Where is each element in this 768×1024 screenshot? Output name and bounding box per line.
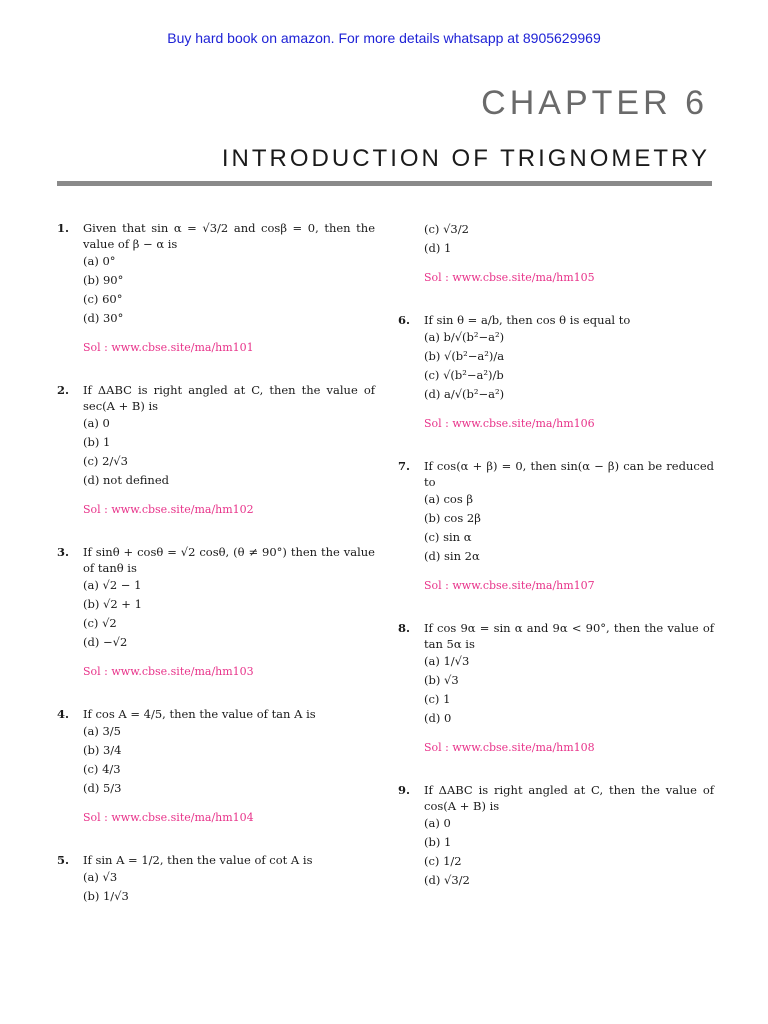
solution-link[interactable]: Sol : www.cbse.site/ma/hm105 — [424, 271, 595, 284]
answer-option[interactable]: (d) 1 — [424, 241, 452, 255]
question-number: 5. — [57, 853, 70, 867]
answer-option[interactable]: (d) 0 — [424, 711, 452, 725]
answer-option[interactable]: (a) 1/√3 — [424, 654, 470, 668]
answer-option[interactable]: (c) √(b²−a²)/b — [424, 368, 504, 382]
question-item — [57, 706, 375, 826]
option-list — [424, 220, 714, 258]
answer-option[interactable]: (b) 90° — [83, 273, 124, 287]
question-text: If ΔABC is right angled at C, then the value of cos(A + B) is — [424, 783, 714, 813]
question-item — [398, 458, 714, 594]
option-list — [83, 722, 375, 798]
answer-option[interactable]: (c) 4/3 — [83, 762, 121, 776]
option-list — [424, 328, 714, 404]
question-item — [398, 312, 714, 432]
question-item — [398, 620, 714, 756]
answer-option[interactable]: (a) cos β — [424, 492, 474, 506]
answer-option[interactable]: (b) √(b²−a²)/a — [424, 349, 505, 363]
title-divider — [57, 181, 712, 186]
answer-option[interactable]: (d) 5/3 — [83, 781, 122, 795]
answer-option[interactable]: (d) a/√(b²−a²) — [424, 387, 505, 401]
question-number: 7. — [398, 459, 411, 473]
answer-option[interactable]: (a) 3/5 — [83, 724, 121, 738]
answer-option[interactable]: (d) √3/2 — [424, 873, 470, 887]
promo-banner[interactable]: Buy hard book on amazon. For more details whatsapp at 8905629969 — [167, 30, 601, 46]
answer-option[interactable]: (b) √3 — [424, 673, 459, 687]
answer-option[interactable]: (b) 1 — [424, 835, 452, 849]
answer-option[interactable]: (d) −√2 — [83, 635, 128, 649]
option-list — [83, 252, 375, 328]
option-list — [424, 652, 714, 728]
question-number: 3. — [57, 545, 70, 559]
solution-link[interactable]: Sol : www.cbse.site/ma/hm102 — [83, 503, 254, 516]
question-number: 8. — [398, 621, 411, 635]
solution-link[interactable]: Sol : www.cbse.site/ma/hm101 — [83, 341, 254, 354]
answer-option[interactable]: (b) 3/4 — [83, 743, 122, 757]
left-column — [57, 220, 375, 932]
question-item — [57, 852, 375, 906]
option-list — [83, 414, 375, 490]
question-item — [57, 544, 375, 680]
question-number: 1. — [57, 221, 70, 235]
question-number: 6. — [398, 313, 411, 327]
question-text: If cos 9α = sin α and 9α < 90°, then the value of tan 5α is — [424, 621, 714, 651]
answer-option[interactable]: (d) 30° — [83, 311, 124, 325]
solution-link[interactable]: Sol : www.cbse.site/ma/hm108 — [424, 741, 595, 754]
question-text: If cos A = 4/5, then the value of tan A is — [83, 707, 316, 721]
question-text: If ΔABC is right angled at C, then the value of sec(A + B) is — [83, 383, 375, 413]
answer-option[interactable]: (b) cos 2β — [424, 511, 481, 525]
question-item — [398, 220, 714, 286]
answer-option[interactable]: (c) 1/2 — [424, 854, 462, 868]
answer-option[interactable]: (c) 60° — [83, 292, 123, 306]
answer-option[interactable]: (a) 0 — [424, 816, 451, 830]
answer-option[interactable]: (a) √3 — [83, 870, 118, 884]
page-title: INTRODUCTION OF TRIGNOMETRY — [221, 145, 710, 172]
solution-link[interactable]: Sol : www.cbse.site/ma/hm106 — [424, 417, 595, 430]
question-item — [57, 220, 375, 356]
answer-option[interactable]: (a) b/√(b²−a²) — [424, 330, 505, 344]
answer-option[interactable]: (c) √3/2 — [424, 222, 469, 236]
question-text: If sinθ + cosθ = √2 cosθ, (θ ≠ 90°) then the value of tanθ is — [83, 545, 375, 575]
solution-link[interactable]: Sol : www.cbse.site/ma/hm103 — [83, 665, 254, 678]
option-list — [83, 576, 375, 652]
answer-option[interactable]: (d) not defined — [83, 473, 170, 487]
option-list — [424, 490, 714, 566]
question-item — [57, 382, 375, 518]
right-column — [398, 220, 714, 916]
answer-option[interactable]: (b) 1 — [83, 435, 111, 449]
answer-option[interactable]: (a) 0° — [83, 254, 116, 268]
answer-option[interactable]: (b) √2 + 1 — [83, 597, 142, 611]
chapter-heading: CHAPTER 6 — [481, 84, 708, 122]
question-text: If sin θ = a/b, then cos θ is equal to — [424, 313, 631, 327]
answer-option[interactable]: (c) sin α — [424, 530, 472, 544]
question-number: 2. — [57, 383, 70, 397]
answer-option[interactable]: (c) 1 — [424, 692, 451, 706]
question-number: 9. — [398, 783, 411, 797]
question-number: 4. — [57, 707, 70, 721]
solution-link[interactable]: Sol : www.cbse.site/ma/hm107 — [424, 579, 595, 592]
question-text: If cos(α + β) = 0, then sin(α − β) can be reduced to — [424, 459, 714, 489]
answer-option[interactable]: (c) 2/√3 — [83, 454, 128, 468]
option-list — [83, 868, 375, 906]
question-text: Given that sin α = √3/2 and cosβ = 0, then the value of β − α is — [83, 221, 375, 251]
answer-option[interactable]: (a) √2 − 1 — [83, 578, 142, 592]
question-text: If sin A = 1/2, then the value of cot A is — [83, 853, 313, 867]
option-list — [424, 814, 714, 890]
solution-link[interactable]: Sol : www.cbse.site/ma/hm104 — [83, 811, 254, 824]
answer-option[interactable]: (d) sin 2α — [424, 549, 480, 563]
answer-option[interactable]: (a) 0 — [83, 416, 110, 430]
question-item — [398, 782, 714, 890]
answer-option[interactable]: (b) 1/√3 — [83, 889, 129, 903]
answer-option[interactable]: (c) √2 — [83, 616, 117, 630]
